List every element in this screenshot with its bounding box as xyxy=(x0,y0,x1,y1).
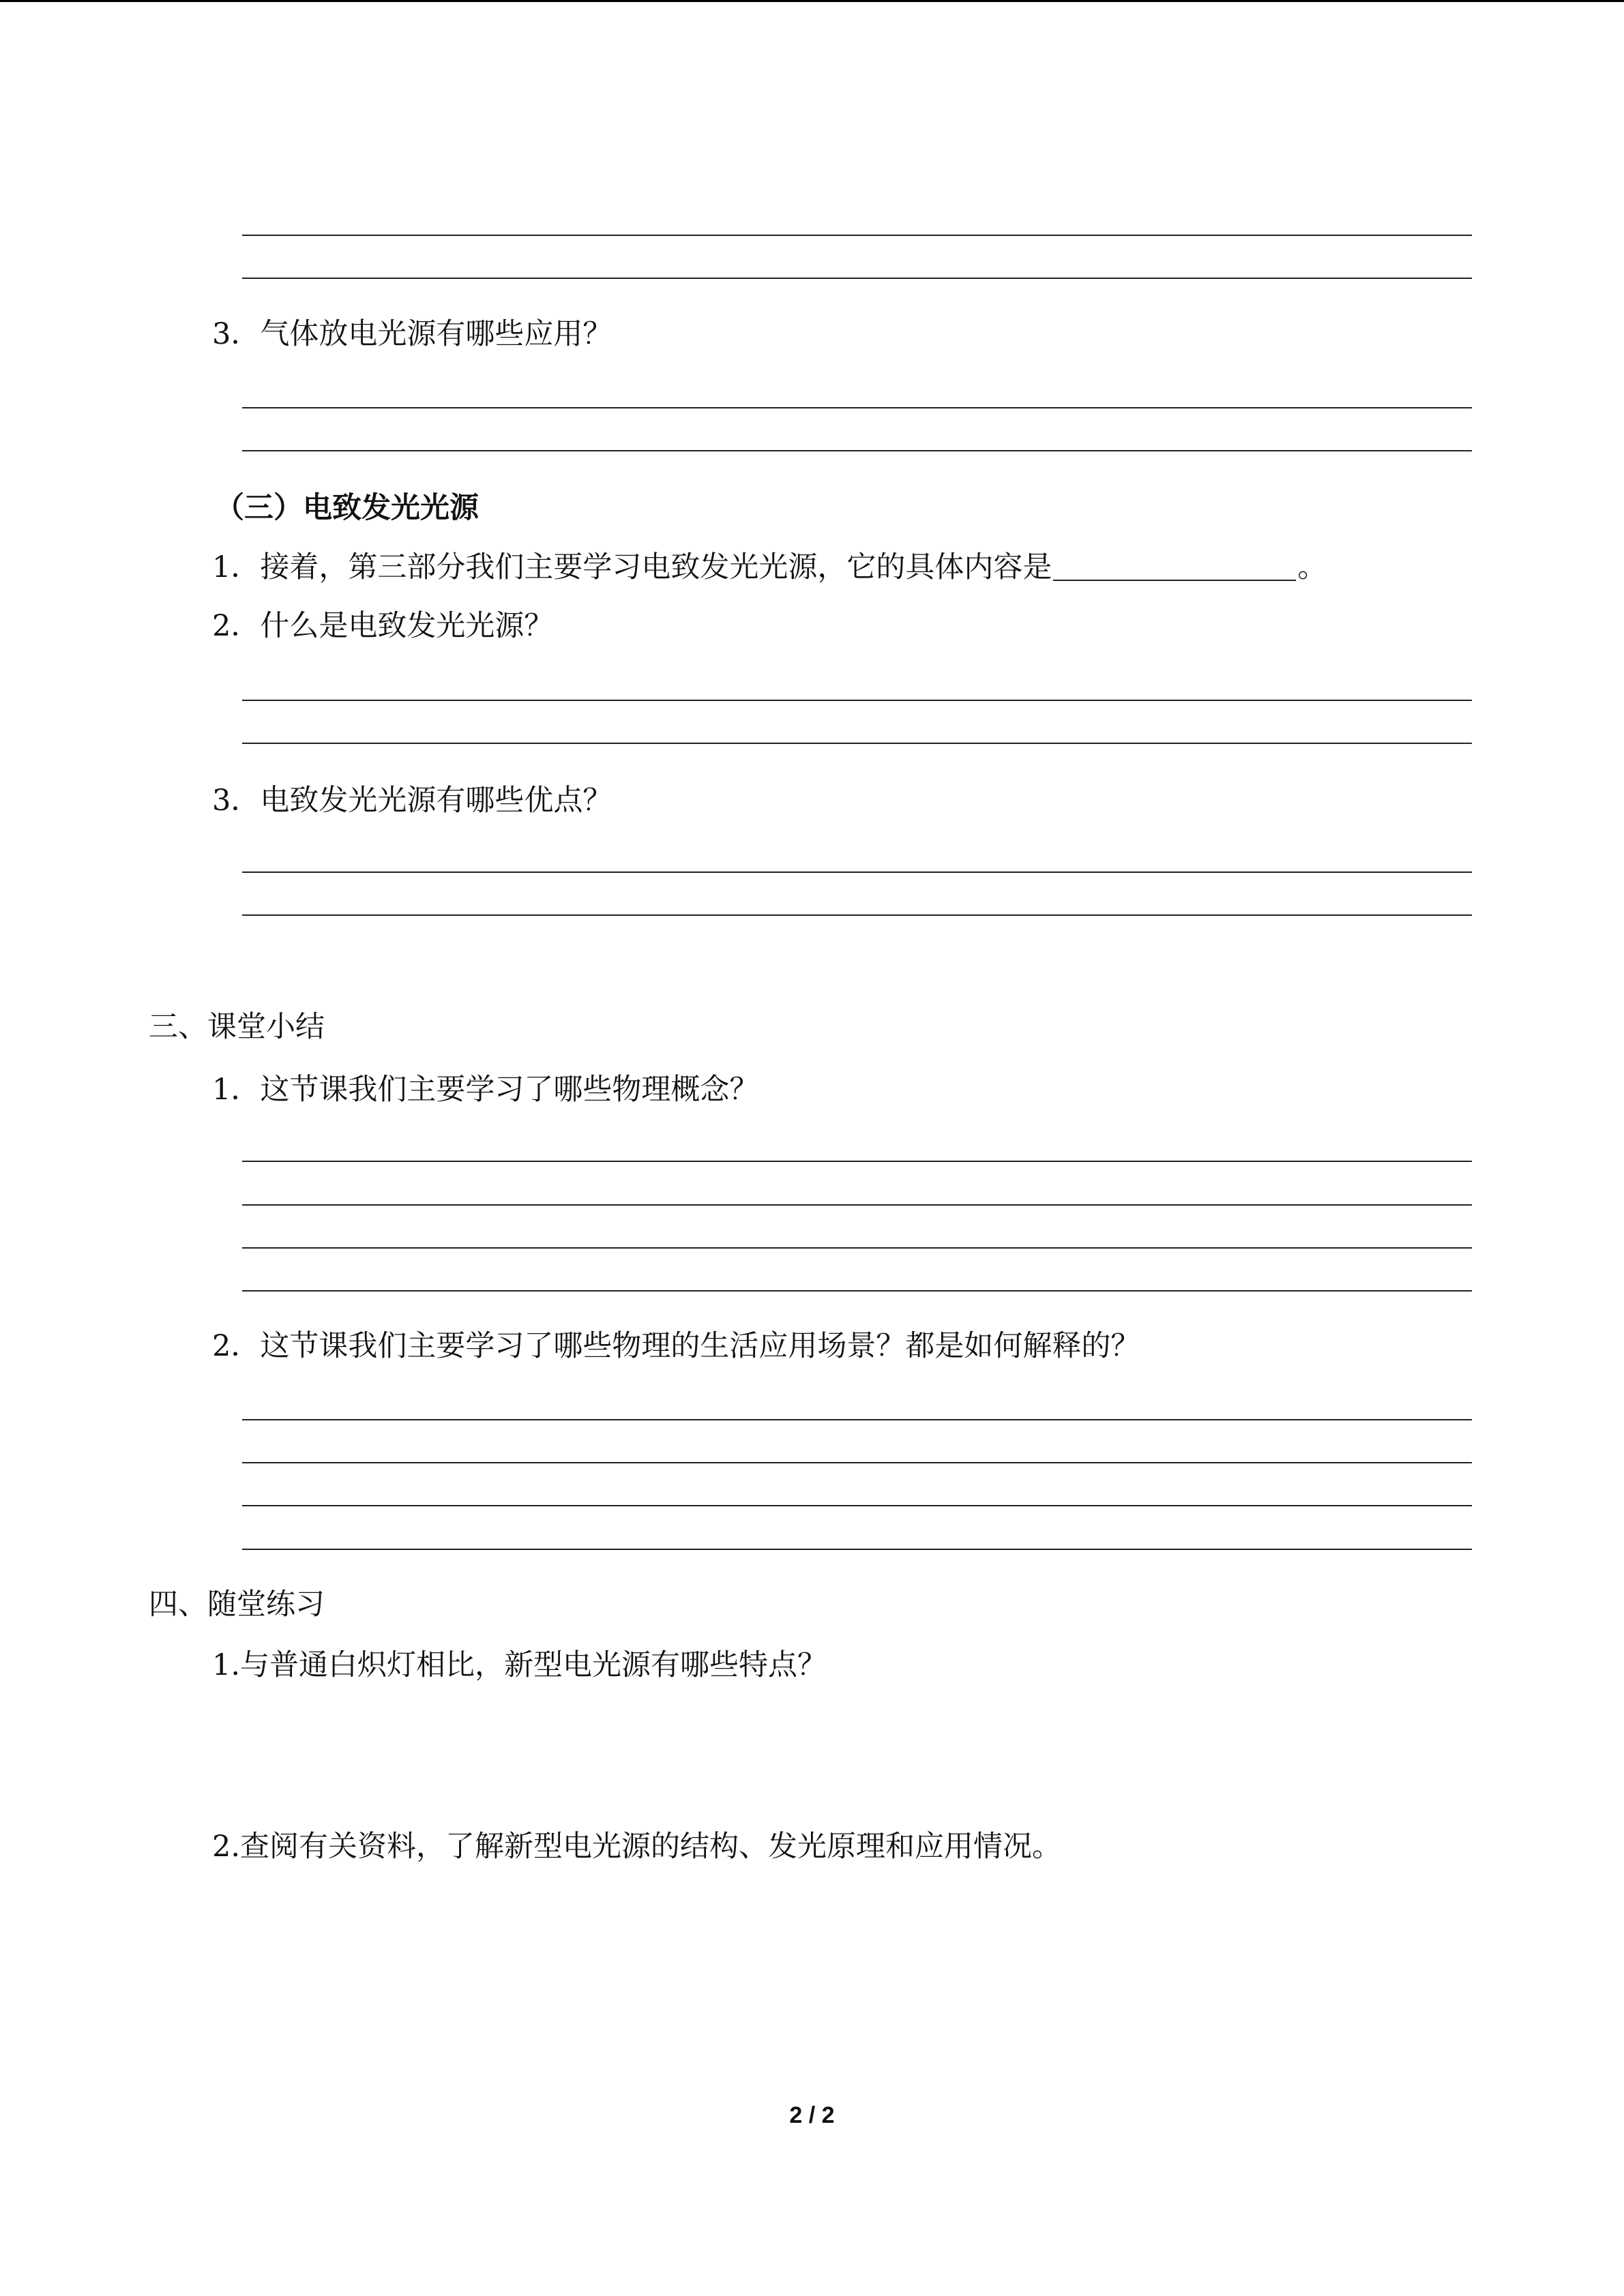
answer-line[interactable] xyxy=(242,1462,1472,1463)
section-heading-electroluminescence: （三）电致发光光源 xyxy=(215,491,479,525)
practice-question-1: 1.与普通白炽灯相比，新型电光源有哪些特点？ xyxy=(212,1648,827,1682)
answer-line[interactable] xyxy=(242,743,1472,744)
answer-line[interactable] xyxy=(242,914,1472,916)
answer-line[interactable] xyxy=(242,278,1472,279)
fill-in-blank[interactable] xyxy=(1053,580,1296,581)
answer-line[interactable] xyxy=(242,1419,1472,1420)
question-application-scenarios: 2．这节课我们主要学习了哪些物理的生活应用场景？都是如何解释的？ xyxy=(212,1329,1140,1363)
question-what-is-electroluminescence: 2．什么是电致发光光源？ xyxy=(212,609,554,643)
answer-line[interactable] xyxy=(242,871,1472,873)
answer-line[interactable] xyxy=(242,700,1472,701)
answer-line[interactable] xyxy=(242,1505,1472,1506)
answer-line[interactable] xyxy=(242,235,1472,236)
answer-line[interactable] xyxy=(242,1290,1472,1292)
question-text: 1．接着，第三部分我们主要学习电致发光光源，它的具体内容是 xyxy=(212,550,1052,584)
answer-line[interactable] xyxy=(242,450,1472,451)
practice-question-2: 2.查阅有关资料，了解新型电光源的结构、发光原理和应用情况。 xyxy=(212,1830,1062,1864)
answer-line[interactable] xyxy=(242,1247,1472,1249)
top-border xyxy=(0,0,1624,2)
question-electroluminescence-advantages: 3．电致发光光源有哪些优点？ xyxy=(212,784,612,818)
question-physics-concepts: 1．这节课我们主要学习了哪些物理概念？ xyxy=(212,1073,759,1107)
question-gas-discharge-applications: 3．气体放电光源有哪些应用？ xyxy=(212,317,612,351)
section-heading-practice: 四、随堂练习 xyxy=(149,1587,325,1622)
section-heading-summary: 三、课堂小结 xyxy=(149,1010,325,1044)
question-period: 。 xyxy=(1297,550,1327,584)
page-number: 2 / 2 xyxy=(789,2102,835,2128)
answer-line[interactable] xyxy=(242,1549,1472,1550)
answer-line[interactable] xyxy=(242,407,1472,408)
answer-line[interactable] xyxy=(242,1204,1472,1206)
question-electroluminescence-content xyxy=(212,548,1327,586)
answer-line[interactable] xyxy=(242,1161,1472,1162)
